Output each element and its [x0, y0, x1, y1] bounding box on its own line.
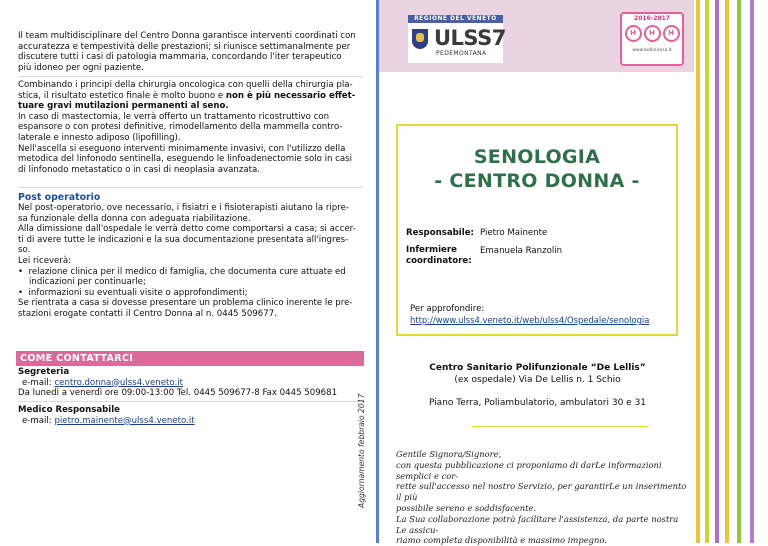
hospital-circle-icon: H — [625, 25, 642, 42]
postop-line: sa funzionale della donna con adeguata riabilitazione. — [18, 213, 251, 224]
surgery-line: In caso di mastectomia, le verrà offerto un trattamento ricostruttivo con — [18, 111, 330, 122]
badge-year: 2016-2017 — [634, 15, 670, 22]
segreteria-email-row: e-mail: centro.donna@ulss4.veneto.it — [22, 377, 183, 388]
decor-stripe — [750, 0, 754, 543]
postop-line: Nel post-operatorio, ove necessario, i fisiatri e i fisioterapisti aiutano la ripre- — [18, 203, 349, 213]
blue-stripe — [376, 0, 379, 543]
approfondire-link[interactable]: http://www.ulss4.veneto.it/web/ulss4/Ospedale/senologia — [410, 315, 650, 325]
postop-line: Alla dimissione dall'ospedale le verrà detto come comportarsi a casa; si accer- — [18, 224, 356, 235]
intro-line: accuratezza e tempestività delle prestazioni; si riunisce settimanalmente per — [18, 41, 351, 52]
intro-line: Il team multidisciplinare del Centro Donna garantisce interventi coordinati con — [18, 31, 356, 41]
region-label: REGIONE DEL VENETO — [408, 15, 503, 23]
medico-email-row: e-mail: pietro.mainente@ulss4.veneto.it — [22, 415, 195, 426]
approfondire-label: Per approfondire: — [410, 304, 485, 314]
segreteria-hours: Da lunedì a venerdì ore 09:00-13:00 Tel. 0445 509677-8 Fax 0445 509681 — [18, 388, 338, 399]
update-note: Aggiornamento febbraio 2017 — [357, 393, 366, 508]
segreteria-email-link[interactable]: centro.donna@ulss4.veneto.it — [54, 377, 183, 388]
greeting-line: Gentile Signora/Signore, — [396, 449, 502, 459]
greeting-line: riamo completa disponibilità e massimo impegno. — [396, 535, 607, 546]
title-centro-donna: - CENTRO DONNA - — [434, 170, 640, 192]
surgery-line: Combinando i principi della chirurgia oncologica con quelli della chirurgia pla- — [18, 80, 353, 90]
responsabile-value: Pietro Mainente — [480, 228, 548, 238]
hospital-circle-icon: H — [644, 25, 661, 42]
divider — [18, 187, 363, 188]
medico-section — [18, 405, 363, 426]
surgery-line: laterale e innesto adiposo (lipofilling). — [18, 132, 181, 143]
divider — [18, 401, 363, 402]
postop-paragraph — [18, 203, 363, 320]
divider — [472, 426, 648, 427]
surgery-line: di linfonodo metastatico o in casi di neoplasia avanzata. — [18, 164, 260, 175]
surgery-line: metodica del linfonodo sentinella, eseguendo le linfoadenectomie solo in casi — [18, 154, 353, 165]
bollini-icons — [622, 25, 682, 42]
decor-stripe — [696, 0, 700, 543]
bollini-rosa-badge — [620, 12, 684, 66]
divider — [18, 76, 363, 77]
segreteria-title: Segreteria — [18, 367, 70, 377]
badge-site: www.bollinirosa.it — [632, 48, 672, 53]
surgery-line: Nell'ascella si eseguono interventi minimamente invasivi, con l'utilizzo della — [18, 143, 346, 154]
surgery-line: espansore o con protesi definitive, rimodellamento della mammella contro- — [18, 122, 343, 133]
postop-bullet: • informazioni su eventuali visite o approfondimenti; — [18, 287, 248, 298]
decor-stripe — [705, 0, 709, 543]
postop-end-line: Se rientrata a casa si dovesse presentare un problema clinico inerente le pre- — [18, 298, 353, 309]
intro-paragraph — [18, 31, 363, 73]
greeting-line: La Sua collaborazione potrà facilitare l'assistenza, da parte nostra Le assicu- — [396, 513, 679, 535]
postop-bullet-cont: indicazioni per continuarle; — [29, 277, 146, 288]
surgery-line: stica, il risultato estetico finale è molto buono e non è più necessario effet- — [18, 90, 356, 101]
surgery-paragraph — [18, 80, 363, 175]
hospital-circle-icon: H — [663, 25, 680, 42]
greeting-line: rette sull'accesso nel nostro Servizio, per garantirLe un inserimento il più — [396, 481, 687, 503]
postop-end-line: stazioni erogate contatti il Centro Donna al n. 0445 509677. — [18, 308, 277, 319]
intro-line: più idoneo per ogni paziente. — [18, 62, 144, 73]
postop-line: Lei riceverà: — [18, 255, 72, 266]
contact-header: COME CONTATTARCI — [16, 351, 364, 366]
postop-line: ti di avere tutte le indicazioni e la sua documentazione presentata all'ingres- — [18, 234, 349, 245]
decor-stripe — [715, 0, 719, 543]
postop-line: so. — [18, 245, 31, 256]
ulss-sub: PEDEMONTANA — [436, 50, 487, 57]
centro-title: Centro Sanitario Polifunzionale “De Lellis” — [429, 363, 646, 373]
intro-line: discutere tutti i casi di patologia mammaria, concordando l'iter terapeutico — [18, 52, 342, 63]
greeting-line: con questa pubblicazione ci proponiamo di darLe informazioni semplici e cor- — [396, 459, 662, 481]
greeting-line: possibile sereno e soddisfacente. — [396, 502, 537, 513]
centro-address: (ex ospedale) Via De Lellis n. 1 Schio — [454, 375, 621, 385]
decor-stripe — [725, 0, 729, 543]
postop-bullet: • relazione clinica per il medico di famiglia, che documenta cure attuate ed — [18, 266, 346, 277]
veneto-lion-icon — [412, 29, 428, 49]
infermiere-label: Infermiere coordinatore: — [406, 245, 472, 266]
ulss-label: ULSS7 — [434, 26, 506, 50]
info-box — [396, 124, 678, 336]
greeting-paragraph — [396, 449, 691, 546]
medico-email-link[interactable]: pietro.mainente@ulss4.veneto.it — [54, 415, 195, 426]
responsabile-label: Responsabile: — [406, 228, 474, 238]
contact-section — [18, 367, 363, 399]
ulss-logo — [408, 15, 506, 63]
surgery-line: tuare gravi mutilazioni permanenti al seno. — [18, 101, 229, 112]
centro-location: Piano Terra, Poliambulatorio, ambulatori 30 e 31 — [428, 398, 647, 408]
title-senologia: SENOLOGIA — [473, 146, 601, 168]
decor-stripe — [737, 0, 741, 543]
medico-title: Medico Responsabile — [18, 405, 120, 415]
infermiere-value: Emanuela Ranzolin — [480, 246, 563, 256]
postop-title: Post operatorio — [18, 192, 101, 203]
